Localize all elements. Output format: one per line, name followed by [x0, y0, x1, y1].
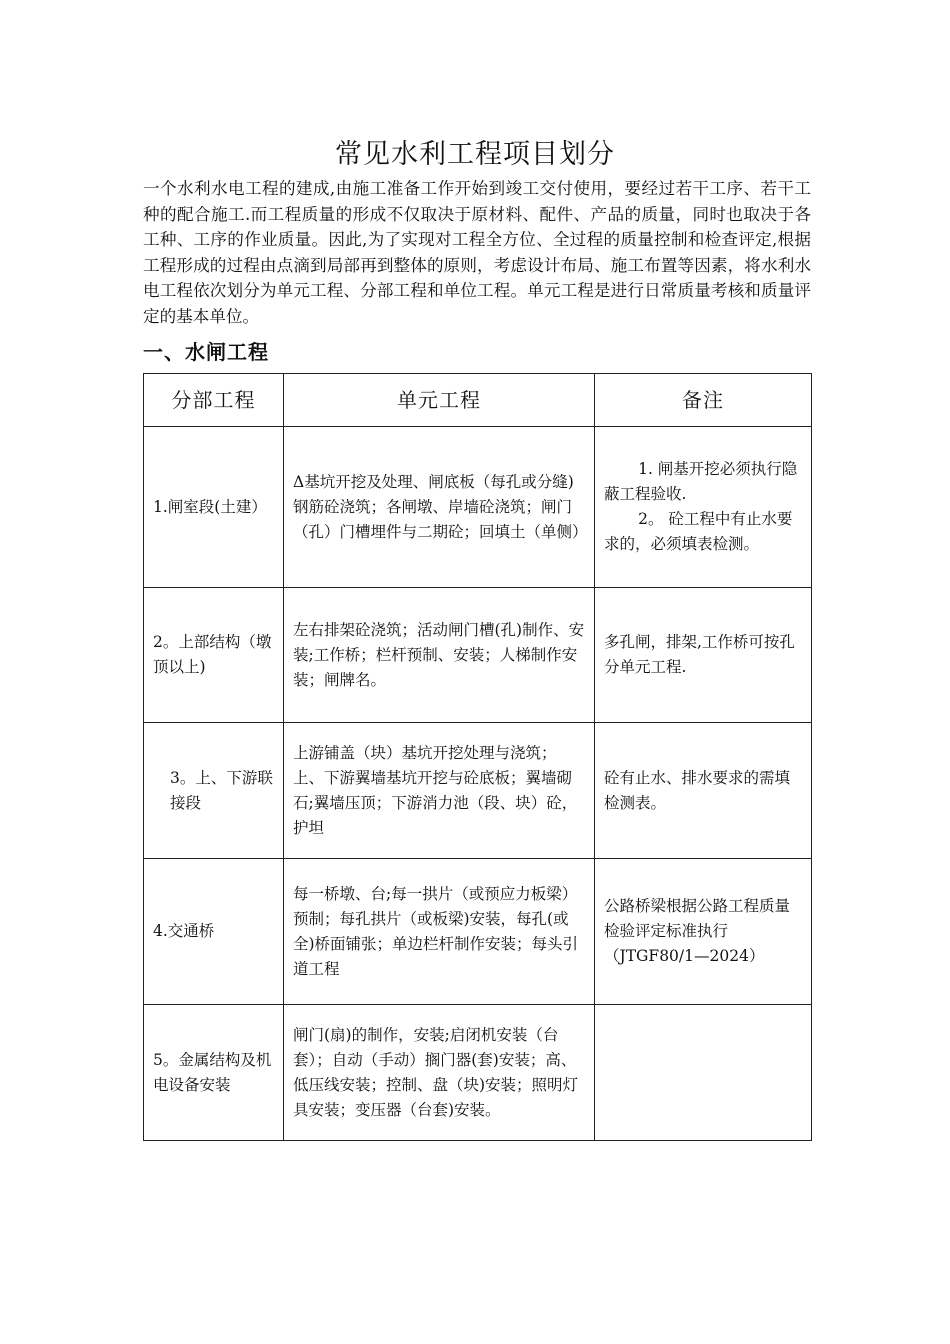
note-item-2: 2。 砼工程中有止水要求的，必须填表检测。 [604, 510, 793, 553]
header-part: 分部工程 [144, 374, 284, 427]
cell-part: 5。金属结构及机电设备安装 [144, 1005, 284, 1141]
table-row [144, 723, 812, 859]
cell-note [595, 1005, 812, 1141]
cell-part: 4.交通桥 [144, 859, 284, 1005]
cell-part: 3。上、下游联接段 [144, 723, 284, 859]
cell-units: Δ基坑开挖及处理、闸底板（每孔或分缝)钢筋砼浇筑；各闸墩、岸墙砼浇筑；闸门（孔）门槽埋件与二期砼；回填土（单侧） [284, 427, 595, 588]
header-note: 备注 [595, 374, 812, 427]
table-row [144, 427, 812, 588]
document-title: 常见水利工程项目划分 [335, 139, 615, 170]
table-row [144, 588, 812, 723]
cell-units: 左右排架砼浇筑；活动闸门槽(孔)制作、安装;工作桥；栏杆预制、安装；人梯制作安装；闸牌名。 [284, 588, 595, 723]
note-item-1: 1. 闸基开挖必须执行隐蔽工程验收. [604, 460, 798, 503]
intro-text: 一个水利水电工程的建成,由施工准备工作开始到竣工交付使用，要经过若干工序、若干工种的配合施工.而工程质量的形成不仅取决于原材料、配件、产品的质量，同时也取决于各工种、工序的作业质量。因此,为了实现对工程全方位、全过程的质量控制和检查评定,根据工程形成的过程由点滴到局部再到整体的原则，考虑设计布局、施工布置等因素，将水利水电工程依次划分为单元工程、分部工程和单位工程。单元工程是进行日常质量考核和质量评定的基本单位。 [143, 179, 811, 326]
table-header-row [144, 374, 812, 427]
section-heading: 一、水闸工程 [143, 340, 269, 364]
header-units: 单元工程 [284, 374, 595, 427]
cell-note: 公路桥梁根据公路工程质量检验评定标准执行（JTGF80/1—2024） [595, 859, 812, 1005]
cell-note: 多孔闸，排架,工作桥可按孔分单元工程. [595, 588, 812, 723]
intro-paragraph [143, 176, 811, 330]
cell-units: 每一桥墩、台;每一拱片（或预应力板梁）预制；每孔拱片（或板梁)安装，每孔(或全)桥面铺张；单边栏杆制作安装；每头引道工程 [284, 859, 595, 1005]
table-row [144, 859, 812, 1005]
cell-note: 砼有止水、排水要求的需填检测表。 [595, 723, 812, 859]
cell-units: 上游铺盖（块）基坑开挖处理与浇筑；上、下游翼墙基坑开挖与砼底板；翼墙砌石;翼墙压顶；下游消力池（段、块）砼，护坦 [284, 723, 595, 859]
cell-part: 1.闸室段(土建） [144, 427, 284, 588]
table-row [144, 1005, 812, 1141]
cell-units: 闸门(扇)的制作，安装;启闭机安装（台套）；自动（手动）搁门器(套)安装；高、低压线安装；控制、盘（块)安装；照明灯具安装；变压器（台套)安装。 [284, 1005, 595, 1141]
division-table [143, 373, 812, 1141]
cell-note [595, 427, 812, 588]
cell-part: 2。上部结构（墩顶以上) [144, 588, 284, 723]
